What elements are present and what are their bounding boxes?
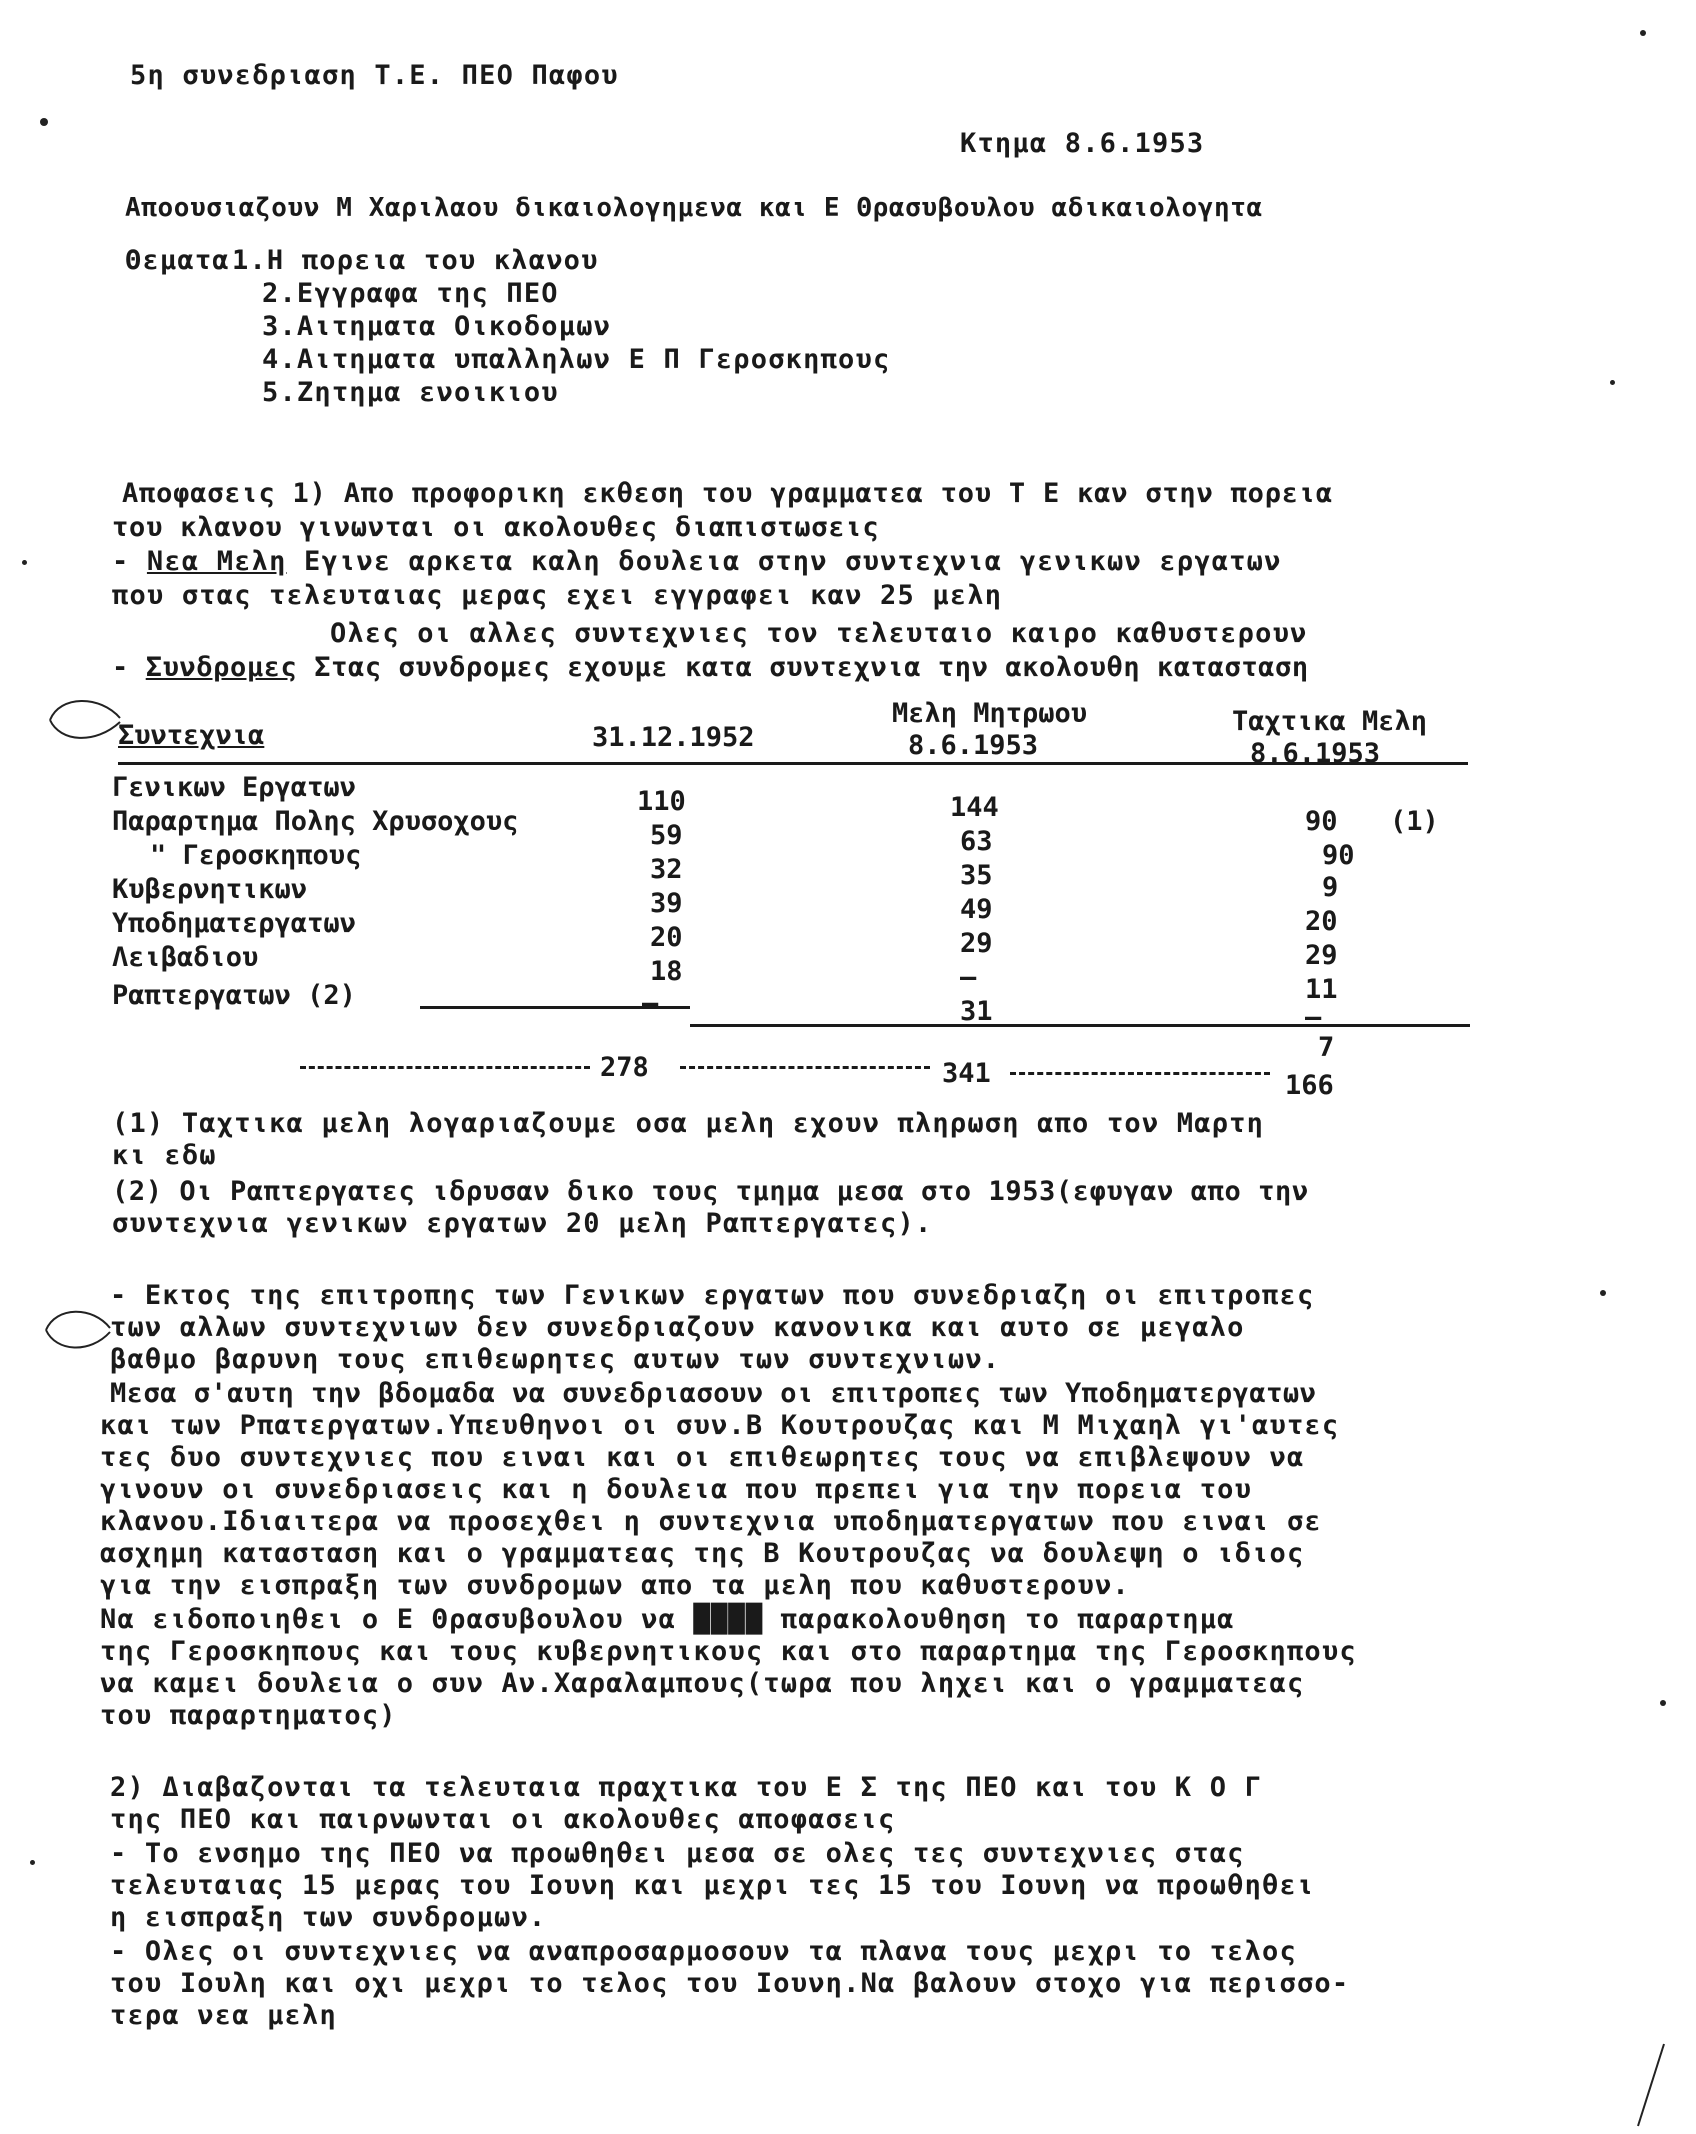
para-a-line: ασχημη κατασταση και ο γραμματεας της Β Κουτρουζας να δουλεψη ο ιδιος [100,1538,1305,1569]
row-col1: 20 [650,922,683,953]
row-col3: 90 [1322,840,1355,871]
para-a-line: των αλλων συντεχνιων δεν συνεδριαζουν κανονικα και αυτο σε μεγαλο [110,1312,1245,1343]
agenda-item-4: 4.Αιτηματα υπαλληλων Ε Π Γεροσκηπους [262,344,891,375]
scan-speck [1600,1290,1606,1296]
row-col2: 29 [960,928,993,959]
row-col1: 59 [650,820,683,851]
row-col3: 9 [1322,872,1339,903]
scan-speck [40,118,48,126]
margin-slash-mark [1630,2040,1670,2130]
row-name: Γενικων Εργατων [112,772,356,803]
scan-speck [1660,1700,1666,1706]
dues-label: Συνδρομες [145,652,298,683]
agenda-item-3: 3.Αιτηματα Οικοδομων [262,311,612,342]
para-b-line: - Το ενσημο της ΠΕΟ να προωθηθει μεσα σε ολες τες συντεχνιες στας [110,1838,1245,1869]
scan-speck [30,1860,35,1865]
para-a-line: να καμει δουλεια ο συν Αν.Χαραλαμπους(τωρα που ληχει και ο γραμματεας [100,1668,1305,1699]
row-col1: 110 [637,786,686,817]
row-name: Κυβερνητικων [112,874,308,905]
para-b-line: τελευταιας 15 μερας του Ιουνη και μεχρι τες 15 του Ιουνη να προωθηθει [110,1870,1315,1901]
row-col2: — [960,962,977,993]
row-name: Ραπτεργατων (2) [112,980,356,1011]
agenda-label: Θεματα [125,245,230,276]
para-a-line: κλανου.Ιδιαιτερα να προσεχθει η συντεχνια υποδηματεργατων που ειναι σε [100,1506,1322,1537]
note-1-cont: κι εδω [112,1140,217,1171]
margin-arrow-mark [40,690,130,750]
row-name: Λειβαδιου [112,942,259,973]
table-header-rule [118,762,1468,765]
row-name: Παραρτημα Πολης Χρυσοχους [112,806,519,837]
dues-text: Στας συνδρομες εχουμε κατα συντεχνια την ακολουθη κατασταση [314,652,1309,683]
para-a-line: και των Ρπατεργατων.Υπευθηνοι οι συν.Β Κουτρουζας και Μ Μιχαηλ γι'αυτες [100,1410,1340,1441]
totals-rule [690,1024,1470,1027]
row-col2: 35 [960,860,993,891]
new-members-line-3: Ολες οι αλλες συντεχνιες τον τελευταιο καιρο καθυστερουν [330,618,1308,649]
new-members-label: Νεα Μελη [146,546,287,577]
agenda-item-2: 2.Εγγραφα της ΠΕΟ [262,278,559,309]
table-header-col3-bottom: 8.6.1953 [1250,738,1381,769]
row-name: " Γεροσκηπους [150,840,362,871]
table-header-col2-top: Μελη Μητρωου [892,698,1088,729]
para-b-line: τερα νεα μελη [110,2000,337,2031]
row-col2: 31 [960,996,993,1027]
para-a-line: της Γεροσκηπους και τους κυβερνητικους και στο παραρτημα της Γεροσκηπους [100,1636,1357,1667]
row-name: Υποδηματεργατων [112,908,356,939]
row-col3: 29 [1305,940,1338,971]
table-header-union: Συντεχνια [118,720,265,751]
total-col1: 278 [600,1052,649,1083]
para-b-line: 2) Διαβαζονται τα τελευταια πραχτικα του Ε Σ της ΠΕΟ και του Κ Ο Γ [110,1772,1263,1803]
row-note: (1) [1390,806,1439,837]
para-a-line: Να ειδοποιηθει ο Ε Θρασυβουλου να ████ παρακολουθηση το παραρτημα [100,1604,1235,1635]
new-members-line-1: Εγινε αρκετα καλη δουλεια στην συντεχνια γενικων εργατων [304,546,1282,577]
total-col2: 341 [942,1058,991,1089]
table-header-col3-top: Ταχτικα Μελη [1232,706,1428,737]
row-col3-extra: 7 [1318,1032,1335,1063]
para-b-line: του Ιουλη και οχι μεχρι το τελος του Ιουνη.Να βαλουν στοχο για περισσο- [110,1968,1350,1999]
scan-speck [1610,380,1615,385]
para-a-line: Μεσα σ'αυτη την βδομαδα να συνεδριασουν οι επιτροπες των Υποδηματεργατων [110,1378,1317,1409]
meeting-title: 5η συνεδριαση Τ.Ε. ΠΕΟ Παφου [130,60,619,91]
row-col1: 39 [650,888,683,919]
row-col2: 63 [960,826,993,857]
table-header-col1: 31.12.1952 [592,722,755,753]
para-a-line: βαθμο βαρυνη τους επιθεωρητες αυτων των συντεχνιων. [110,1344,1001,1375]
total-col3: 166 [1285,1070,1334,1101]
note-1: (1) Ταχτικα μελη λογαριαζουμε οσα μελη εχουν πληρωση απο τον Μαρτη [112,1108,1265,1139]
para-a-line: γινουν οι συνεδριασεις και η δουλεια που πρεπει για την πορεια του [100,1474,1253,1505]
note-2-cont: συντεχνια γενικων εργατων 20 μελη Ραπτεργατες). [112,1208,933,1239]
row-col3: — [1305,1002,1322,1033]
row-col2: 144 [950,792,999,823]
scan-speck [22,560,27,565]
row-col1: 18 [650,956,683,987]
para-a-line: - Εκτος της επιτροπης των Γενικων εργατων που συνεδριαζη οι επιτροπες [110,1280,1315,1311]
row-col3: 20 [1305,906,1338,937]
para-b-line: - Ολες οι συντεχνιες να αναπροσαρμοσουν τα πλανα τους μεχρι το τελος [110,1936,1297,1967]
totals-dash-left [300,1066,590,1069]
dues-block: - Συνδρομες Στας συνδρομες εχουμε κατα συντεχνια την ακολουθη κατασταση [112,652,1309,683]
decisions-line-2: του κλανου γινωνται οι ακολουθες διαπιστωσεις [112,512,880,543]
agenda-item-1: 1.Η πορεια του κλανου [232,245,599,276]
para-b-line: η εισπραξη των συνδρομων. [110,1902,547,1933]
row-col1: 32 [650,854,683,885]
para-b-line: της ΠΕΟ και παιρνωνται οι ακολουθες αποφασεις [110,1804,896,1835]
scan-speck [1640,30,1646,36]
decisions-line-1: Αποφασεις 1) Απο προφορικη εκθεση του γραμματεα του Τ Ε καν στην πορεια [122,478,1333,509]
row-col3: 90 [1305,806,1338,837]
new-members-block: - Νεα Μελη Εγινε αρκετα καλη δουλεια στην συντεχνια γενικων εργατων [112,546,1282,577]
row-col1: — [642,988,659,1019]
absent-line: Αποουσιαζουν Μ Χαριλαου δικαιολογημενα και Ε Θρασυβουλου αδικαιολογητα [125,193,1263,223]
totals-dash-right [1010,1072,1270,1075]
totals-dash-mid [680,1066,930,1069]
note-2: (2) Οι Ραπτεργατες ιδρυσαν δικο τους τμημα μεσα στο 1953(εφυγαν απο την [112,1176,1309,1207]
para-a-line: για την εισπραξη των συνδρομων απο τα μελη που καθυστερουν. [100,1570,1130,1601]
para-a-line: του παραρτηματος) [100,1700,397,1731]
margin-arrow-mark [38,1300,118,1360]
table-header-col2-bottom: 8.6.1953 [908,730,1039,761]
para-a-line: τες δυο συντεχνιες που ειναι και οι επιθεωρητες τους να επιβλεψουν να [100,1442,1305,1473]
row-col2: 49 [960,894,993,925]
row-underline [420,1006,690,1009]
new-members-line-2: που στας τελευταιας μερας εχει εγγραφει καν 25 μελη [112,580,1003,611]
agenda-item-5: 5.Ζητημα ενοικιου [262,377,559,408]
meeting-date: Κτημα 8.6.1953 [960,128,1205,159]
row-col3: 11 [1305,974,1338,1005]
